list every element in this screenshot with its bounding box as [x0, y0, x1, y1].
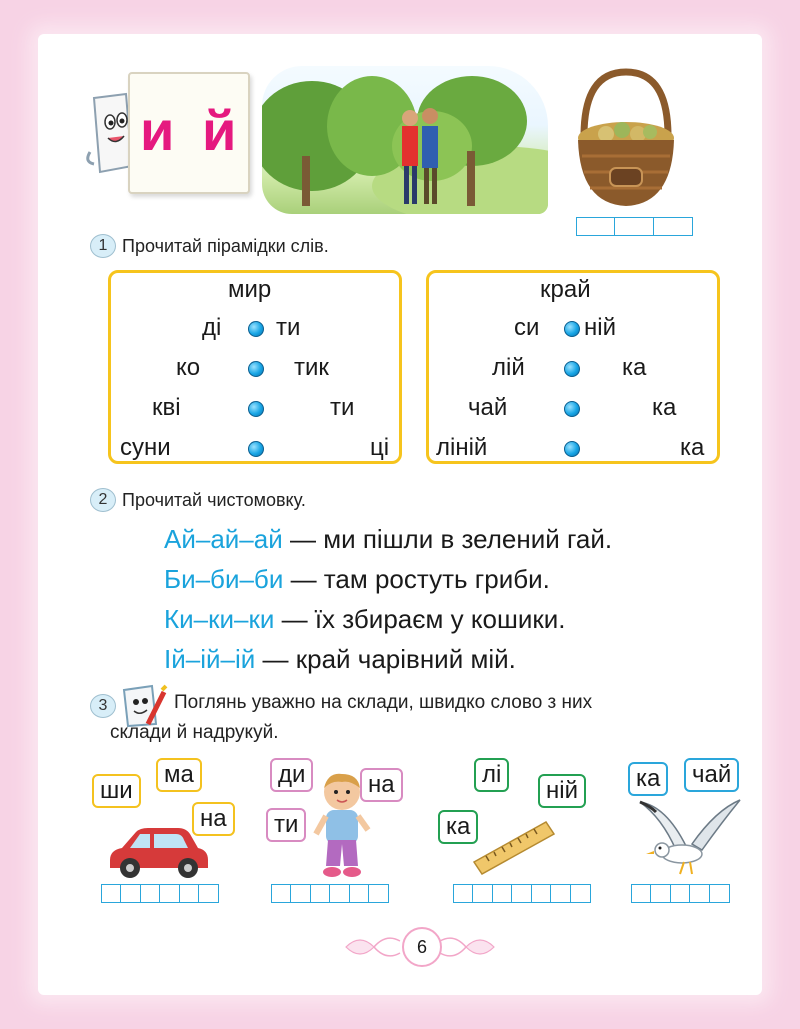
syllable-card[interactable]: ка [438, 810, 478, 844]
verse-text: — край чарівний мій. [255, 644, 516, 674]
pyramid-syllable: ці [370, 434, 390, 461]
pyramid-syllable: тик [294, 354, 329, 381]
joint-dot-icon [564, 401, 580, 417]
pyramid-syllable: ді [202, 314, 222, 341]
pyramid-syllable: ка [622, 354, 647, 381]
pyramid-syllable: ка [652, 394, 677, 421]
pyramid-syllable: ка [680, 434, 705, 461]
answer-cell[interactable] [290, 884, 311, 903]
joint-dot-icon [564, 441, 580, 457]
verse-line [164, 524, 612, 555]
ruler-answer-cells[interactable] [454, 884, 591, 903]
syllable-card[interactable]: на [360, 768, 403, 802]
syllable-card[interactable]: ній [538, 774, 586, 808]
verse-line [164, 564, 550, 595]
answer-cell[interactable] [368, 884, 389, 903]
pyramid-syllable: си [514, 314, 540, 341]
answer-cell[interactable] [614, 217, 654, 236]
answer-cell[interactable] [709, 884, 730, 903]
syllable-card[interactable]: ди [270, 758, 313, 792]
answer-cell[interactable] [101, 884, 122, 903]
joint-dot-icon [564, 321, 580, 337]
pyramid-syllable: чай [468, 394, 508, 421]
answer-cell[interactable] [631, 884, 652, 903]
page-number: 6 [402, 927, 442, 967]
answer-cell[interactable] [550, 884, 571, 903]
seagull-answer-cells[interactable] [632, 884, 730, 903]
answer-cell[interactable] [159, 884, 180, 903]
pyramid-syllable: лій [492, 354, 525, 381]
answer-cell[interactable] [689, 884, 710, 903]
answer-cell[interactable] [349, 884, 370, 903]
letters-title: и й [140, 99, 243, 162]
pyramid-syllable: ліній [436, 434, 488, 461]
task-number: 2 [90, 488, 116, 512]
seagull-icon [636, 796, 742, 878]
syllable-card[interactable]: чай [684, 758, 739, 792]
answer-cell[interactable] [329, 884, 350, 903]
verse-text: — там ростуть гриби. [283, 564, 550, 594]
syllable-card[interactable]: ти [266, 808, 306, 842]
verse-highlight: Ай–ай–ай [164, 524, 283, 554]
ruler-icon [472, 818, 556, 878]
car-answer-cells[interactable] [102, 884, 219, 903]
page-number-ornament [340, 925, 500, 969]
joint-dot-icon [248, 441, 264, 457]
forest-scene-picture [262, 66, 548, 214]
task-number: 1 [90, 234, 116, 258]
car-icon [102, 824, 212, 880]
pyramid-syllable: ти [330, 394, 355, 421]
answer-cell[interactable] [653, 217, 693, 236]
task-instruction: Поглянь уважно на склади, швидко слово з них [174, 692, 593, 713]
answer-cell[interactable] [310, 884, 331, 903]
basket-answer-cells[interactable] [577, 217, 693, 236]
answer-cell[interactable] [472, 884, 493, 903]
answer-cell[interactable] [531, 884, 552, 903]
answer-cell[interactable] [271, 884, 292, 903]
answer-cell[interactable] [453, 884, 474, 903]
verse-text: — їх збираєм у кошики. [274, 604, 566, 634]
pyramid-syllable: ко [176, 354, 201, 381]
pyramid-syllable: ти [276, 314, 301, 341]
syllable-card[interactable]: ши [92, 774, 141, 808]
verse-highlight: Би–би–би [164, 564, 284, 594]
syllable-card[interactable]: на [192, 802, 235, 836]
pyramid-word: край [540, 276, 591, 303]
verse-text: — ми пішли в зелений гай. [282, 524, 613, 554]
joint-dot-icon [564, 361, 580, 377]
verse-line [164, 644, 516, 675]
task-instruction-continued: склади й надрукуй. [110, 722, 279, 743]
task-instruction: Прочитай чистомовку. [122, 490, 306, 510]
syllable-card[interactable]: лі [474, 758, 509, 792]
pyramid-syllable: кві [152, 394, 181, 421]
joint-dot-icon [248, 321, 264, 337]
answer-cell[interactable] [576, 217, 616, 236]
answer-cell[interactable] [179, 884, 200, 903]
joint-dot-icon [248, 401, 264, 417]
answer-cell[interactable] [198, 884, 219, 903]
pyramid-word: мир [228, 276, 272, 303]
answer-cell[interactable] [670, 884, 691, 903]
answer-cell[interactable] [120, 884, 141, 903]
answer-cell[interactable] [650, 884, 671, 903]
basket-picture [566, 64, 686, 214]
child-icon [312, 770, 372, 882]
answer-cell[interactable] [570, 884, 591, 903]
syllable-card[interactable]: ка [628, 762, 668, 796]
answer-cell[interactable] [511, 884, 532, 903]
task-number: 3 [90, 694, 116, 718]
answer-cell[interactable] [140, 884, 161, 903]
syllable-card[interactable]: ма [156, 758, 202, 792]
answer-cell[interactable] [492, 884, 513, 903]
pyramid-syllable: суни [120, 434, 171, 461]
verse-line [164, 604, 565, 635]
verse-highlight: Ки–ки–ки [164, 604, 275, 634]
verse-highlight: Ій–ій–ій [164, 644, 256, 674]
child-answer-cells[interactable] [272, 884, 389, 903]
joint-dot-icon [248, 361, 264, 377]
task-instruction: Прочитай пірамідки слів. [122, 236, 329, 256]
pyramid-syllable: ній [584, 314, 616, 341]
